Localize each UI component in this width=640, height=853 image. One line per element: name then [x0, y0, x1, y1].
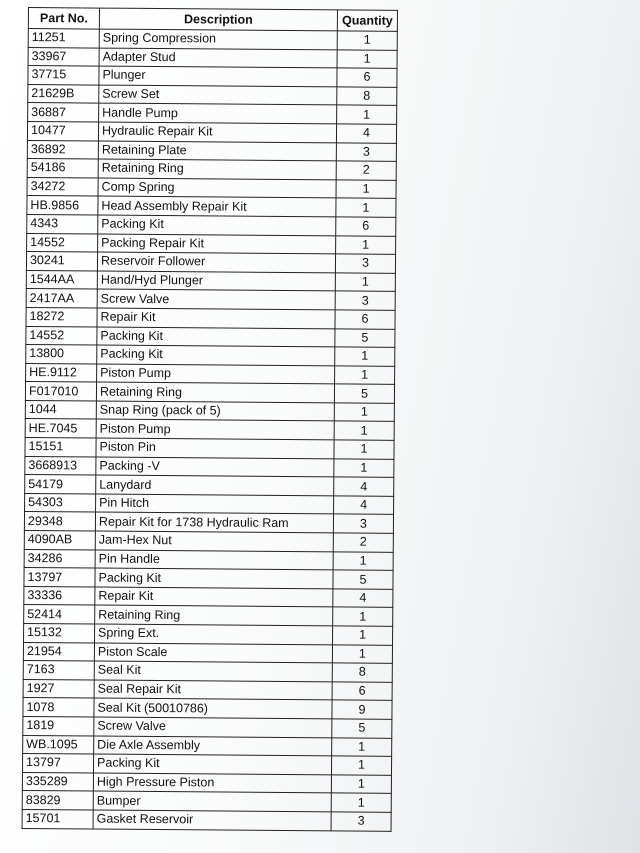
quantity-cell: 5: [333, 570, 393, 589]
part-no-cell: 33967: [28, 47, 99, 66]
table-row: [22, 809, 391, 830]
description-cell: Packing Kit: [98, 215, 336, 235]
header-description: Description: [99, 8, 337, 31]
description-cell: Retaining Ring: [95, 605, 333, 625]
header-part-no: Part No.: [28, 8, 99, 30]
description-cell: Retaining Ring: [98, 159, 336, 179]
quantity-cell: 3: [333, 514, 393, 533]
quantity-cell: 1: [334, 403, 394, 422]
quantity-cell: 5: [335, 328, 395, 347]
part-no-cell: 21954: [23, 642, 94, 661]
quantity-cell: 1: [332, 737, 392, 756]
description-cell: Screw Valve: [94, 717, 332, 737]
quantity-cell: 3: [335, 291, 395, 310]
quantity-cell: 1: [336, 198, 396, 217]
description-cell: Piston Scale: [94, 643, 332, 663]
quantity-cell: 6: [332, 682, 392, 701]
part-no-cell: 14552: [26, 326, 97, 345]
part-no-cell: 83829: [22, 791, 93, 810]
part-no-cell: 33336: [24, 586, 95, 605]
table-header-row: [28, 8, 397, 32]
part-no-cell: 4090AB: [24, 531, 95, 550]
description-cell: Pin Hitch: [96, 494, 334, 514]
quantity-cell: 6: [335, 310, 395, 329]
part-no-cell: 14552: [27, 233, 98, 252]
part-no-cell: 11251: [28, 29, 99, 48]
part-no-cell: HE.9112: [26, 363, 97, 382]
quantity-cell: 1: [337, 31, 397, 50]
quantity-cell: 1: [333, 626, 393, 645]
part-no-cell: 30241: [26, 252, 97, 271]
quantity-cell: 1: [337, 105, 397, 124]
description-cell: Jam-Hex Nut: [95, 531, 333, 551]
part-no-cell: 36892: [27, 140, 98, 159]
part-no-cell: 4343: [27, 214, 98, 233]
quantity-cell: 8: [337, 87, 397, 106]
quantity-cell: 1: [334, 421, 394, 440]
description-cell: Piston Pump: [96, 420, 334, 440]
description-cell: Hand/Hyd Plunger: [97, 271, 335, 291]
part-no-cell: 34272: [27, 177, 98, 196]
part-no-cell: 54303: [25, 493, 96, 512]
quantity-cell: 1: [333, 552, 393, 571]
description-cell: Packing Kit: [97, 327, 335, 347]
quantity-cell: 3: [335, 254, 395, 273]
parts-table: [22, 7, 398, 831]
description-cell: Die Axle Assembly: [94, 736, 332, 756]
part-no-cell: 18272: [26, 307, 97, 326]
part-no-cell: 15701: [22, 809, 93, 828]
description-cell: Spring Compression: [99, 29, 337, 49]
description-cell: Retaining Ring: [96, 382, 334, 402]
part-no-cell: 54186: [27, 159, 98, 178]
part-no-cell: 1078: [23, 698, 94, 717]
quantity-cell: 1: [337, 50, 397, 69]
quantity-cell: 6: [336, 217, 396, 236]
description-cell: Snap Ring (pack of 5): [96, 401, 334, 421]
quantity-cell: 1: [336, 180, 396, 199]
quantity-cell: 4: [334, 496, 394, 515]
part-no-cell: 15151: [25, 438, 96, 457]
part-no-cell: 335289: [22, 772, 93, 791]
part-no-cell: 36887: [28, 103, 99, 122]
part-no-cell: 1927: [23, 679, 94, 698]
part-no-cell: 7163: [23, 661, 94, 680]
quantity-cell: 8: [332, 663, 392, 682]
part-no-cell: 1044: [25, 400, 96, 419]
description-cell: Screw Set: [99, 85, 337, 105]
quantity-cell: 4: [334, 477, 394, 496]
quantity-cell: 1: [331, 793, 391, 812]
part-no-cell: 13797: [22, 754, 93, 773]
quantity-cell: 2: [336, 161, 396, 180]
part-no-cell: 52414: [24, 605, 95, 624]
part-no-cell: 21629B: [28, 84, 99, 103]
quantity-cell: 1: [335, 347, 395, 366]
quantity-cell: 1: [334, 440, 394, 459]
part-no-cell: 34286: [24, 549, 95, 568]
part-no-cell: 15132: [24, 623, 95, 642]
description-cell: Screw Valve: [97, 289, 335, 309]
quantity-cell: 1: [332, 645, 392, 664]
description-cell: Repair Kit: [95, 587, 333, 607]
quantity-cell: 5: [334, 384, 394, 403]
description-cell: Seal Kit (50010786): [94, 698, 332, 718]
description-cell: Packing Repair Kit: [98, 234, 336, 254]
description-cell: Seal Kit: [94, 661, 332, 681]
part-no-cell: 1544AA: [26, 270, 97, 289]
description-cell: Reservoir Follower: [97, 252, 335, 272]
quantity-cell: 1: [335, 366, 395, 385]
table-body: [22, 29, 397, 831]
description-cell: Packing Kit: [93, 754, 331, 774]
description-cell: Handle Pump: [99, 103, 337, 123]
header-quantity: Quantity: [337, 10, 397, 31]
quantity-cell: 1: [331, 756, 391, 775]
quantity-cell: 1: [331, 775, 391, 794]
quantity-cell: 6: [337, 68, 397, 87]
description-cell: Hydraulic Repair Kit: [98, 122, 336, 142]
description-cell: Adapter Stud: [99, 48, 337, 68]
quantity-cell: 1: [333, 607, 393, 626]
quantity-cell: 9: [332, 700, 392, 719]
part-no-cell: HE.7045: [25, 419, 96, 438]
description-cell: Seal Repair Kit: [94, 680, 332, 700]
quantity-cell: 1: [336, 235, 396, 254]
description-cell: Packing -V: [96, 457, 334, 477]
description-cell: Piston Pin: [96, 438, 334, 458]
quantity-cell: 4: [333, 589, 393, 608]
quantity-cell: 4: [336, 124, 396, 143]
quantity-cell: 5: [332, 719, 392, 738]
description-cell: Packing Kit: [95, 568, 333, 588]
part-no-cell: 10477: [27, 121, 98, 140]
description-cell: Bumper: [93, 791, 331, 811]
description-cell: Plunger: [99, 66, 337, 86]
description-cell: Repair Kit: [97, 308, 335, 328]
part-no-cell: F017010: [25, 382, 96, 401]
description-cell: Piston Pump: [97, 364, 335, 384]
part-no-cell: 3668913: [25, 456, 96, 475]
quantity-cell: 3: [336, 142, 396, 161]
description-cell: Spring Ext.: [95, 624, 333, 644]
description-cell: Head Assembly Repair Kit: [98, 196, 336, 216]
quantity-cell: 3: [331, 812, 391, 831]
part-no-cell: HB.9856: [27, 196, 98, 215]
quantity-cell: 1: [335, 273, 395, 292]
description-cell: Lanydard: [96, 475, 334, 495]
part-no-cell: WB.1095: [23, 735, 94, 754]
description-cell: Pin Handle: [95, 550, 333, 570]
description-cell: Retaining Plate: [98, 141, 336, 161]
part-no-cell: 29348: [24, 512, 95, 531]
quantity-cell: 2: [333, 533, 393, 552]
quantity-cell: 1: [334, 459, 394, 478]
description-cell: Comp Spring: [98, 178, 336, 198]
part-no-cell: 2417AA: [26, 289, 97, 308]
part-no-cell: 37715: [28, 66, 99, 85]
description-cell: High Pressure Piston: [93, 773, 331, 793]
part-no-cell: 54179: [25, 475, 96, 494]
part-no-cell: 1819: [23, 716, 94, 735]
part-no-cell: 13800: [26, 345, 97, 364]
description-cell: Gasket Reservoir: [93, 810, 331, 830]
part-no-cell: 13797: [24, 568, 95, 587]
description-cell: Repair Kit for 1738 Hydraulic Ram: [95, 512, 333, 532]
description-cell: Packing Kit: [97, 345, 335, 365]
